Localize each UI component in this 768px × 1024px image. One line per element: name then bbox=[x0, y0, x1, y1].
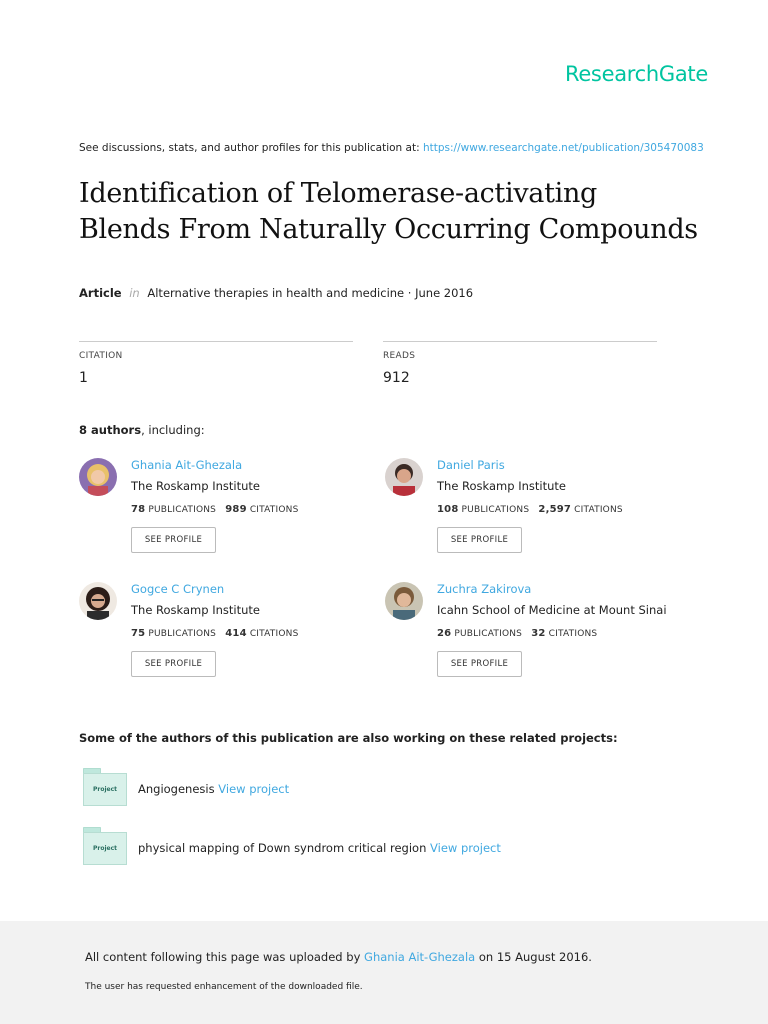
publications-count: 75 bbox=[131, 628, 146, 639]
citations-count: 32 bbox=[531, 628, 546, 639]
upload-prefix: All content following this page was uploaded by bbox=[85, 950, 361, 964]
author-name[interactable]: Daniel Paris bbox=[437, 458, 505, 472]
citations-count: 414 bbox=[225, 628, 247, 639]
author-card bbox=[79, 458, 379, 568]
citation-stat bbox=[79, 341, 353, 386]
project-folder-icon[interactable] bbox=[83, 768, 127, 806]
authors-suffix: , including: bbox=[141, 423, 205, 437]
author-stats bbox=[437, 504, 623, 515]
reads-stat bbox=[383, 341, 657, 386]
author-institution: The Roskamp Institute bbox=[437, 479, 566, 493]
avatar[interactable] bbox=[79, 582, 117, 620]
author-stats bbox=[437, 628, 597, 639]
related-projects-heading: Some of the authors of this publication are also working on these related projects: bbox=[79, 731, 618, 745]
title-line-1: Identification of Telomerase-activating bbox=[79, 178, 598, 209]
author-card bbox=[385, 582, 685, 692]
avatar[interactable] bbox=[79, 458, 117, 496]
view-project-link[interactable]: View project bbox=[218, 782, 290, 796]
project-name: Angiogenesis bbox=[138, 782, 215, 796]
author-card bbox=[79, 582, 379, 692]
see-profile-button[interactable]: SEE PROFILE bbox=[437, 651, 522, 677]
authors-heading bbox=[79, 423, 205, 437]
see-profile-button[interactable]: SEE PROFILE bbox=[437, 527, 522, 553]
author-stats bbox=[131, 504, 299, 515]
avatar-photo-icon bbox=[385, 458, 423, 496]
citations-count: 989 bbox=[225, 504, 247, 515]
discussion-prefix: See discussions, stats, and author profiles for this publication at: bbox=[79, 142, 420, 154]
author-name[interactable]: Ghania Ait-Ghezala bbox=[131, 458, 243, 472]
publications-label: PUBLICATIONS bbox=[148, 629, 217, 639]
project-text bbox=[138, 841, 501, 855]
publications-count: 78 bbox=[131, 504, 146, 515]
project-item bbox=[83, 768, 683, 808]
citations-label: CITATIONS bbox=[249, 505, 299, 515]
author-institution: The Roskamp Institute bbox=[131, 603, 260, 617]
author-stats bbox=[131, 628, 299, 639]
author-institution: The Roskamp Institute bbox=[131, 479, 260, 493]
project-name: physical mapping of Down syndrom critical region bbox=[138, 841, 427, 855]
publications-label: PUBLICATIONS bbox=[454, 629, 523, 639]
avatar[interactable] bbox=[385, 582, 423, 620]
author-name[interactable]: Gogce C Crynen bbox=[131, 582, 225, 596]
uploader-link[interactable]: Ghania Ait-Ghezala bbox=[364, 950, 476, 964]
see-profile-button[interactable]: SEE PROFILE bbox=[131, 527, 216, 553]
upload-note bbox=[85, 950, 592, 964]
citations-label: CITATIONS bbox=[548, 629, 598, 639]
project-item bbox=[83, 827, 683, 867]
publication-type: Article bbox=[79, 286, 122, 300]
citation-value: 1 bbox=[79, 370, 88, 386]
in-word: in bbox=[129, 286, 140, 300]
publication-meta bbox=[79, 286, 473, 300]
authors-count: 8 authors bbox=[79, 423, 142, 437]
author-card bbox=[385, 458, 685, 568]
citation-label: CITATION bbox=[79, 351, 123, 361]
citations-label: CITATIONS bbox=[249, 629, 299, 639]
publication-title bbox=[79, 176, 719, 248]
publications-label: PUBLICATIONS bbox=[148, 505, 217, 515]
publications-label: PUBLICATIONS bbox=[461, 505, 530, 515]
avatar[interactable] bbox=[385, 458, 423, 496]
enhancement-note: The user has requested enhancement of the downloaded file. bbox=[85, 982, 363, 992]
avatar-photo-icon bbox=[79, 458, 117, 496]
footer bbox=[0, 921, 768, 1024]
upload-suffix: on 15 August 2016. bbox=[478, 950, 592, 964]
reads-label: READS bbox=[383, 351, 416, 361]
author-name[interactable]: Zuchra Zakirova bbox=[437, 582, 532, 596]
citations-label: CITATIONS bbox=[574, 505, 623, 515]
researchgate-logo[interactable]: ResearchGate bbox=[564, 62, 708, 86]
publication-url-link[interactable]: https://www.researchgate.net/publication/305470083 bbox=[422, 142, 704, 154]
discussion-line bbox=[79, 142, 704, 154]
avatar-photo-icon bbox=[79, 582, 117, 620]
folder-label: Project bbox=[92, 786, 118, 793]
avatar-photo-icon bbox=[385, 582, 423, 620]
view-project-link[interactable]: View project bbox=[430, 841, 501, 855]
folder-label: Project bbox=[92, 845, 118, 852]
publications-count: 26 bbox=[437, 628, 452, 639]
citations-count: 2,597 bbox=[538, 504, 572, 515]
title-line-2: Blends From Naturally Occurring Compounds bbox=[79, 214, 698, 245]
publications-count: 108 bbox=[437, 504, 459, 515]
see-profile-button[interactable]: SEE PROFILE bbox=[131, 651, 216, 677]
project-text bbox=[138, 782, 289, 796]
project-folder-icon[interactable] bbox=[83, 827, 127, 865]
publication-venue[interactable]: Alternative therapies in health and medicine · June 2016 bbox=[147, 286, 474, 300]
author-institution: Icahn School of Medicine at Mount Sinai bbox=[437, 603, 667, 617]
reads-value: 912 bbox=[383, 370, 410, 386]
